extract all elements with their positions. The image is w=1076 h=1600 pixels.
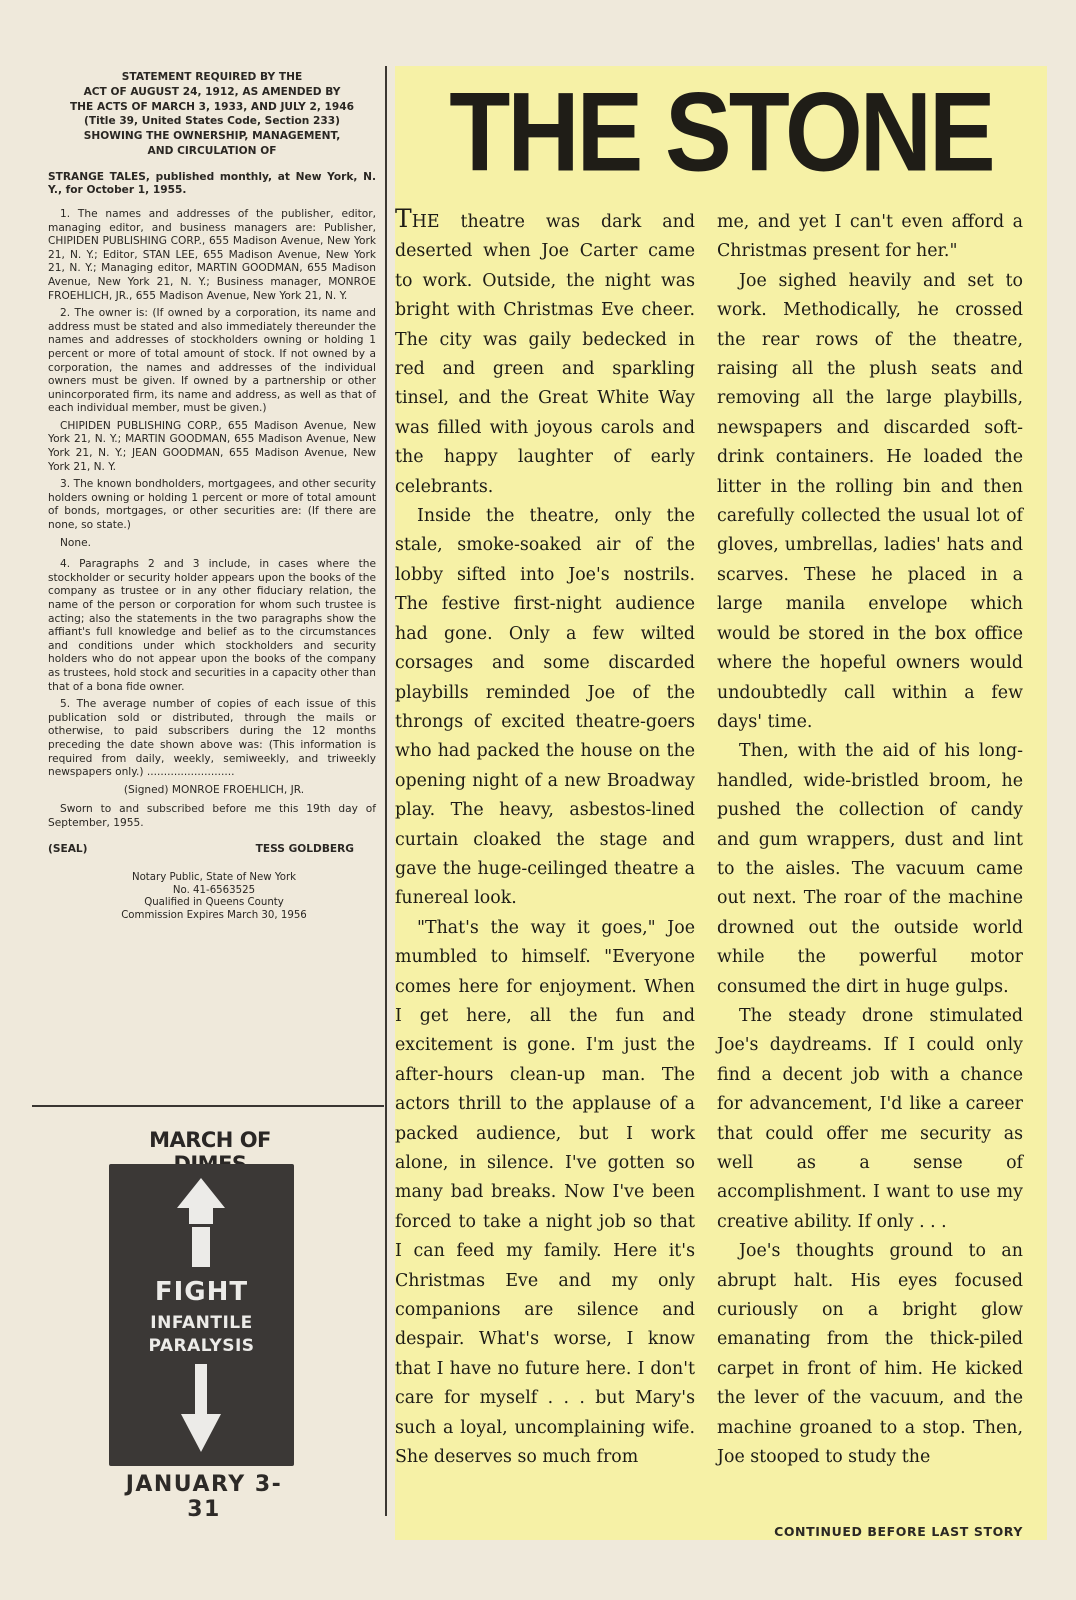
statement-header-line: ACT OF AUGUST 24, 1912, AS AMENDED BY [83, 85, 341, 98]
march-of-dimes-ad [32, 1128, 384, 1528]
drop-cap: T [395, 204, 412, 233]
statement-header-line: AND CIRCULATION OF [147, 144, 277, 157]
notary-line: Notary Public, State of New York [131, 872, 297, 884]
statement-paragraph-5: 5. The average number of copies of each issue of this publication sold or distributed, through the mails or otherwise, to paid subscribers during the 12 months preceding the date shown above was: (This information is required from daily, weekly, semiweekly, and triweekly newspapers only.) .......................... [48, 698, 376, 779]
story-paragraph: Then, with the aid of his long-handled, wide-bristled broom, he pushed the collection of candy and gum wrappers, dust and lint to the aisles. The vacuum came out next. The roar of the machine drowned out the outside world while the powerful motor consumed the dirt in huge gulps. [717, 741, 1023, 997]
notary-line: No. 41-6563525 [172, 884, 256, 896]
story-paragraph [395, 204, 695, 502]
ad-box [109, 1164, 294, 1466]
story-paragraph: Joe's thoughts ground to an abrupt halt. His eyes focused curiously on a bright glow emanating from the thick-piled carpet in front of him. He kicked the lever of the vacuum, and the machine groaned to a stop. Then, Joe stooped to study the [717, 1241, 1023, 1468]
statement-intro: STRANGE TALES, published monthly, at New York, N. Y., for October 1, 1955. [48, 170, 376, 197]
statement-header [44, 70, 380, 159]
statement-sworn: Sworn to and subscribed before me this 19th day of September, 1955. [48, 803, 376, 829]
statement-header-line: (Title 39, United States Code, Section 233) [84, 115, 340, 128]
story-panel [395, 66, 1047, 1540]
down-arrow-icon [181, 1364, 221, 1452]
story-paragraph: Inside the theatre, only the stale, smoke-soaked air of the lobby sifted into Joe's nostrils. The festive first-night audience had gone. Only a few wilted corsages and some discarded playbills reminded Joe of the throngs of excited theatre-goers who had packed the house on the opening night of a new Broadway play. The heavy, asbestos-lined curtain cloaked the stage and gave the huge-ceilinged theatre a funereal look. [395, 506, 695, 909]
story-column-2 [717, 208, 1023, 1472]
statement-paragraph-1: 1. The names and addresses of the publisher, editor, managing editor, and business managers are: Publisher, CHIPIDEN PUBLISHING CORP., 655 Madison Avenue, New York 21, N. Y.; Editor, STAN LEE, 655 Madison Avenue, New York 21, N. Y.; Managing editor, MARTIN GOODMAN, 655 Madison Avenue, New York 21, N. Y.; Business manager, MONROE FROEHLICH, JR., 655 Madison Avenue, New York 21, N. Y. [48, 207, 376, 302]
seal-row [32, 843, 384, 857]
seal-label: (SEAL) [48, 842, 88, 855]
statement-none: None. [60, 536, 92, 549]
section-divider [32, 1105, 384, 1107]
story-paragraph: Joe sighed heavily and set to work. Methodically, he crossed the rear rows of the theatre, raising all the plush seats and removing all the large playbills, newspapers and discarded soft-drink containers. He loaded the litter in the rolling bin and then carefully collected the usual lot of gloves, umbrellas, ladies' hats and scarves. These he placed in a large manila envelope which would be stored in the box office where the hopeful owners would undoubtedly call within a few days' time. [717, 270, 1023, 732]
statement-paragraph-3: 3. The known bondholders, mortgagees, and other security holders owning or holding 1 percent or more of total amount of bonds, mortgages, or other securities are: (If there are none, so state.) [48, 478, 376, 532]
story-paragraph: "That's the way it goes," Joe mumbled to himself. "Everyone comes here for enjoyment. When I get here, all the fun and excitement is gone. I'm just the after-hours clean-up man. The actors thrill to the applause of a packed audience, but I work alone, in silence. I've gotten so many bad breaks. Now I've been forced to take a night job so that I can feed my family. Here it's Christmas Eve and my only companions are silence and despair. What's worse, I know that I have no future here. I don't care for myself . . . but Mary's such a loyal, uncomplaining wife. She deserves so much from [395, 917, 695, 1468]
ad-paralysis-text: PARALYSIS [148, 1336, 255, 1356]
ad-title: MARCH OF [149, 1128, 271, 1152]
statement-signature: (Signed) MONROE FROEHLICH, JR. [123, 783, 305, 796]
up-arrow-icon [177, 1178, 225, 1267]
ad-infantile-text: INFANTILE [150, 1313, 253, 1333]
ad-fight-text: FIGHT [154, 1277, 249, 1307]
notary-line: Qualified in Queens County [144, 897, 284, 909]
statement-header-line: STATEMENT REQUIRED BY THE [121, 71, 303, 83]
statement-paragraph-4: 4. Paragraphs 2 and 3 include, in cases where the stockholder or security holder appears upon the books of the company as trustee or in any other fiduciary relation, the name of the person or corporation for whom such trustee is acting; also the statements in the two paragraphs show the affiant's full knowledge and belief as to the circumstances and conditions under which stockholders and security holders who do not appear upon the books of the company as trustees, hold stock and securities in a capacity other than that of a bona fide owner. [48, 558, 376, 693]
statement-paragraph-2: 2. The owner is: (If owned by a corporation, its name and address must be stated and also immediately thereunder the names and addresses of stockholders owning or holding 1 percent or more of total amount of stock. If not owned by a corporation, the names and addresses of the individual owners must be given. If owned by a partnership or other unincorporated firm, its name and address, as well as that of each individual member, must be given.) [48, 307, 376, 415]
continued-note: CONTINUED BEFORE LAST STORY [774, 1524, 1023, 1539]
notary-line: Commission Expires March 30, 1956 [121, 909, 307, 921]
statement-owners: CHIPIDEN PUBLISHING CORP., 655 Madison Avenue, New York 21, N. Y.; MARTIN GOODMAN, 655 Madison Avenue, New York 21, N. Y.; JEAN GOODMAN, 655 Madison Avenue, New York 21, N. Y. [48, 419, 376, 473]
column-divider [385, 66, 387, 1516]
statement-header-line: SHOWING THE OWNERSHIP, MANAGEMENT, [83, 130, 341, 143]
ad-dates: JANUARY 3-31 [125, 1472, 283, 1522]
statement-header-line: THE ACTS OF MARCH 3, 1933, AND JULY 2, 1946 [69, 100, 355, 113]
story-title: THE STONE [449, 69, 993, 196]
story-paragraph-text: HE theatre was dark and deserted when Joe Carter came to work. Outside, the night was bright with Christmas Eve cheer. The city was gaily bedecked in red and green and sparkling tinsel, and the Great White Way was filled with joyous carols and the happy laughter of early celebrants. [395, 212, 695, 497]
notary-name: TESS GOLDBERG [255, 842, 354, 855]
story-column-1 [395, 204, 695, 1472]
story-paragraph: The steady drone stimulated Joe's daydreams. If I could only find a decent job with a chance for advancement, I'd like a career that could offer me security as well as a sense of accomplishment. I want to use my creative ability. If only . . . [717, 1005, 1023, 1232]
notary-block [44, 872, 384, 922]
story-paragraph: me, and yet I can't even afford a Christmas present for her." [717, 212, 1023, 262]
